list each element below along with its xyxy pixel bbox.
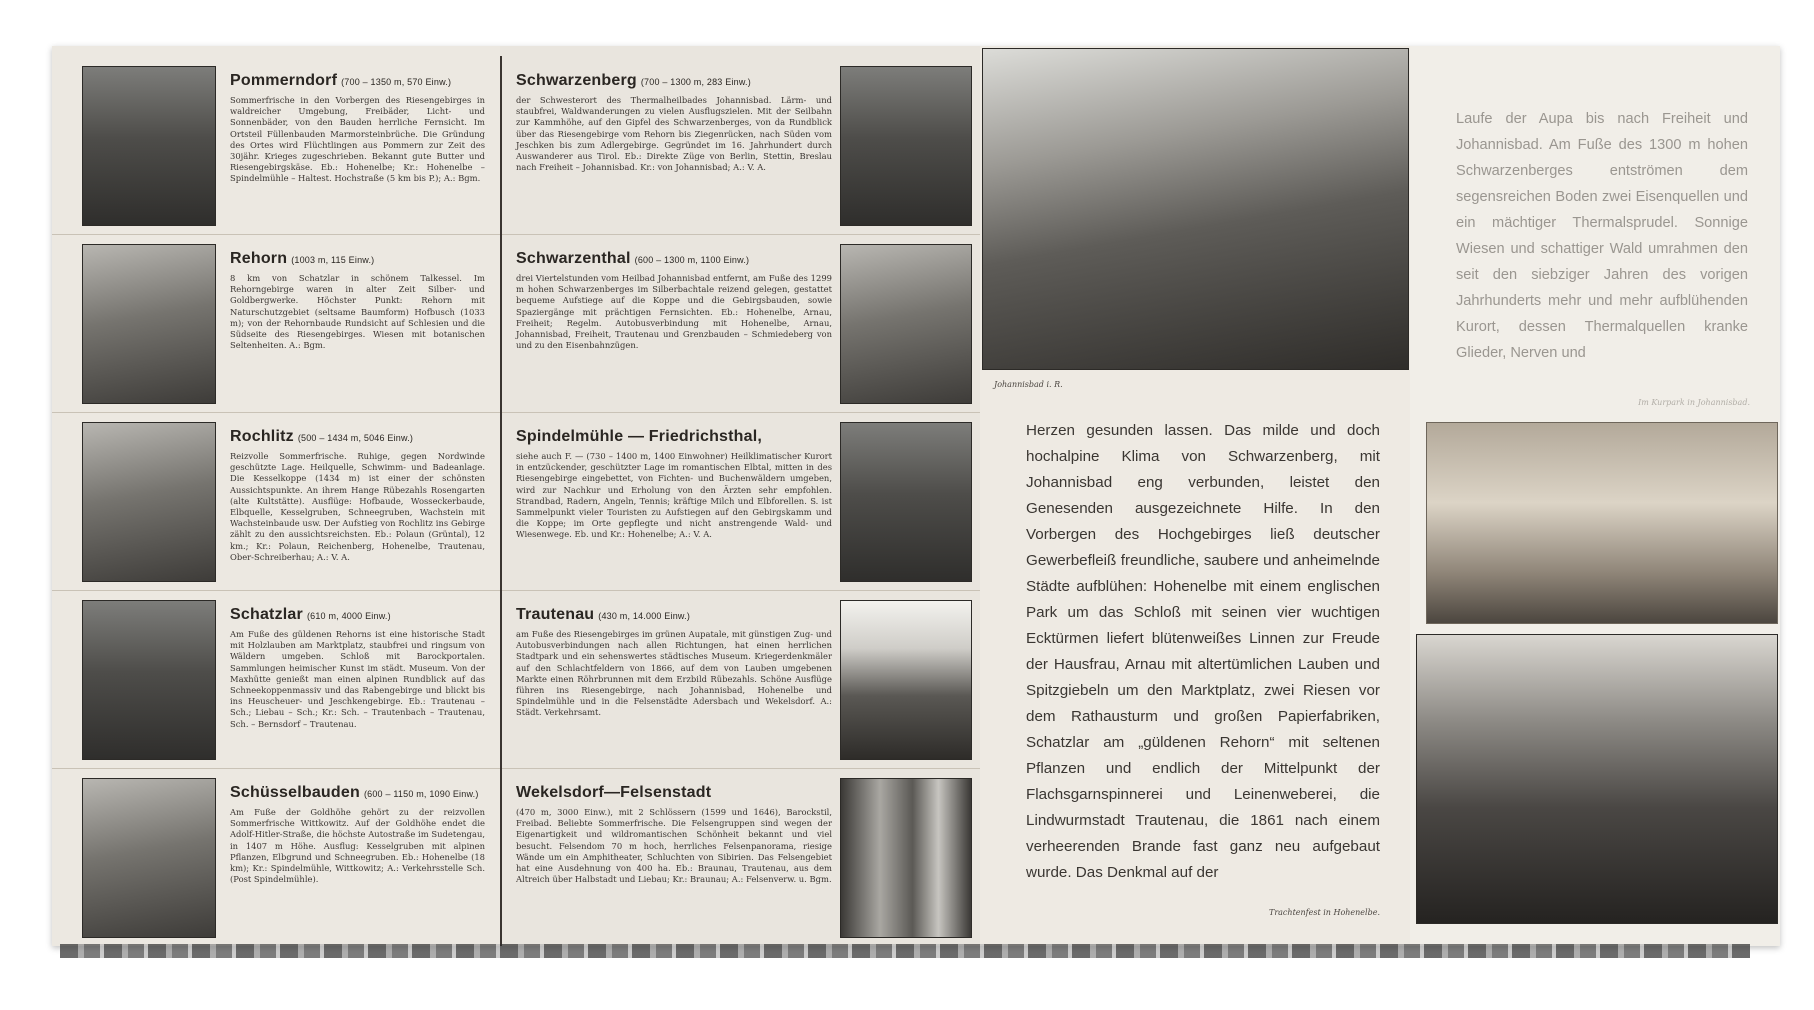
entry-schwarzenberg (500, 56, 982, 235)
entry-meta: (1003 m, 115 Einw.) (291, 255, 375, 265)
underlying-booklet-edge (60, 944, 1750, 958)
entry-body: 8 km von Schatzlar in schönem Talkessel. Im Rehorngebirge waren in alter Zeit Silber- und Goldbergwerke. Höchster Punkt: Rehorn mit Naturschutzgebiet (seltsame Baumform) Hofbusch (1033 m); von der Rehornbaude Rundsicht auf Schlesien und die Südseite des Riesengebirges. Wiesen mit botanischen Seltenheiten. A.: Bgm. (230, 273, 485, 351)
entry-title: Schwarzenberg (700 – 1300 m, 283 Einw.) (516, 72, 751, 89)
entry-title: Pommerndorf (700 – 1350 m, 570 Einw.) (230, 72, 452, 89)
entry-trautenau (500, 590, 982, 769)
entry-body: der Schwesterort des Thermalheilbades Johannisbad. Lärm- und staubfrei, Waldwanderungen zu vielen Ausflugszielen. Mit der Seilbahn zur Kammhöhe, auf den Gipfel des Schwarzenberges, von da Rundblick über das Riesengebirge vom Rehorn bis Ziegenrücken, nach Süden vom Jeschken bis zum Adlergebirge. Gegründet im 16. Jahrhundert durch Auswanderer aus Tirol. Eb.: Direkte Züge von Berlin, Stettin, Breslau nach Freiheit – Johannisbad. Kr.: von Johannisbad; A.: V. A. (516, 95, 832, 173)
page-3 (980, 46, 1410, 946)
photo-schatzlar (82, 600, 216, 760)
photo-caption-kurpark: Im Kurpark in Johannisbad. (1638, 398, 1750, 407)
entry-body: Reizvolle Sommerfrische. Ruhige, gegen Nordwinde geschützte Lage. Heilquelle, Schwimm- und Badeanlage. Die Kesselkoppe (1434 m) ist einer der schönsten Aussichtspunkte. An ihrem Hange Rübezahls Rosengarten (alte Kultstätte). Ausflüge: Hofbaude, Wosseckerbaude, Elbquelle, Kesselgruben, Schneegruben, Wachstein mit Wachsteinbaude usw. Der Aufstieg von Rochlitz ins Gebirge zählt zu den aussichtsreichsten. Eb.: Polaun (Grüntal), 12 km.; Kr.: Polaun, Reichenberg, Hohenelbe, Trautenau, Ober-Schreiberhau; A.: V. A. (230, 451, 485, 562)
entry-body: Am Fuße des güldenen Rehorns ist eine historische Stadt mit Holzlauben am Marktplatz, staubfrei und ringsum von Wäldern umgeben. Schloß mit Barockportalen. Sammlungen heimischer Kunst im städt. Museum. Von der Maxhütte genießt man einen alpinen Rundblick auf das Schneekoppenmassiv und das Rabengebirge und blickt bis ins Heuscheuer- und Jeschkengebirge. Eb.: Trautenau – Sch.; Liebau – Sch.; Kr.: Sch. – Trautenbach – Trautenau, Sch. – Bernsdorf – Trautenau. (230, 629, 485, 729)
entry-title: Rehorn (1003 m, 115 Einw.) (230, 250, 375, 267)
entry-body: am Fuße des Riesengebirges im grünen Aupatale, mit günstigen Zug- und Autobusverbindungen nach allen Richtungen, hat einen herrlichen Stadtpark und ein sehenswertes städtisches Museum. Kriegerdenkmäler auf den Schlachtfeldern von 1866, auf dem von Lauben umgebenen Markte einen Röhrbrunnen mit dem Erzbild Rübezahls. Schöne Ausflüge führen ins Riesengebirge, nach Johannisbad, Hohenelbe und Spindelmühle und in die Felsenstädte Adersbach und Wekelsdorf. A.: Städt. Verkehrsamt. (516, 629, 832, 718)
entry-schatzlar (52, 590, 502, 769)
entry-meta: (700 – 1350 m, 570 Einw.) (341, 77, 452, 87)
entry-title: Schatzlar (610 m, 4000 Einw.) (230, 606, 391, 623)
entry-meta: (600 – 1300 m, 1100 Einw.) (634, 255, 750, 265)
entry-meta: (700 – 1300 m, 283 Einw.) (640, 77, 751, 87)
entry-rochlitz (52, 412, 502, 591)
entry-title: Spindelmühle — Friedrichsthal, (516, 428, 763, 445)
photo-schwarzenberg (840, 66, 972, 226)
photo-spindelmuehle (840, 422, 972, 582)
photo-schwarzenthal (840, 244, 972, 404)
photo-caption-trachtenfest: Trachtenfest in Hohenelbe. (1269, 908, 1380, 917)
entry-body: siehe auch F. — (730 – 1400 m, 1400 Einwohner) Heilklimatischer Kurort in entzückender, geschützter Lage im romantischen Elbtal, mitten in des Riesengebirge eingebettet, von Fichten- und Buchenwäldern umgeben, wird zur Nachkur und Erholung von den Ärzten sehr empfohlen. Strandbad, Radern, Angeln, Tennis; kräftige Milch und Elbforellen. S. ist Sammelpunkt vieler Touristen zu Aufstiegen auf den Gebirgskamm und die Koppe; im Orte gepflegte und nicht anstrengende Wald- und Wiesenwege. Eb. und Kr.: Hohenelbe; A.: V. A. (516, 451, 832, 540)
photo-trautenau (840, 600, 972, 760)
entry-title: Rochlitz (500 – 1434 m, 5046 Einw.) (230, 428, 414, 445)
entry-meta: (600 – 1150 m, 1090 Einw.) (363, 789, 479, 799)
brochure-spread (52, 46, 1780, 946)
photo-johannisbad-landscape (982, 48, 1409, 370)
entry-meta: (610 m, 4000 Einw.) (306, 611, 391, 621)
page-2 (500, 46, 980, 946)
prose-page-3: Herzen gesunden lassen. Das milde und doch hochalpine Klima von Schwarzenberg, mit Johannisbad eng verbunden, leistet den Genesenden ausgezeichnete Hilfe. In den Vorbergen des Hochgebirges ließ deutscher Gewerbefleiß freundliche, saubere und anheimelnde Städte aufblühen: Hohenelbe mit einem englischen Park um das Schloß mit seinen vier wuchtigen Ecktürmen liefert blütenweißes Linnen zur Freude der Hausfrau, Arnau mit altertümlichen Lauben und Spitzgiebeln um den Marktplatz, zwei Riesen vor dem Rathausturm und großen Papierfabriken, Schatzlar am „güldenen Rehorn“ mit seltenen Pflanzen und endlich der Mittelpunkt der Flachsgarnspinnerei und Leinenweberei, die Lindwurmstadt Trautenau, die 1861 nach einem verheerenden Brande fast ganz neu aufgebaut wurde. Das Denkmal auf der (1026, 422, 1380, 881)
entry-schuesselbauden (52, 768, 502, 946)
entry-schwarzenthal (500, 234, 982, 413)
photo-rochlitz (82, 422, 216, 582)
entry-title: Trautenau (430 m, 14.000 Einw.) (516, 606, 691, 623)
entry-body: Am Fuße der Goldhöhe gehört zu der reizvollen Sommerfrische Wittkowitz. Auf der Goldhöhe endet die Adolf-Hitler-Straße, die höchste Autostraße im Sudetengau, in 1407 m Höhe. Ausflug: Kesselgruben mit alpinen Pflanzen, Elbgrund und Schneegruben. Eb.: Hohenelbe (18 km); Kr.: Spindelmühle, Wittkowitz; A.: Verkehrsstelle Sch. (Post Spindelmühle). (230, 807, 485, 885)
page-1 (52, 46, 501, 946)
entry-rehorn (52, 234, 502, 413)
photo-kurpark (1426, 422, 1778, 624)
entry-body: Sommerfrische in den Vorbergen des Riesengebirges in waldreicher Umgebung, Freibäder, Licht- und Sonnenbäder, von den Bauden herrliche Fernsicht. Im Ortsteil Füllenbauden Marmorsteinbrüche. Die Gründung des Ortes wird Flüchtlingen aus Pommern zur Zeit des 30jähr. Krieges zugeschrieben. Bekannt gute Butter und Riesengebirgskäse. Eb.: Hohenelbe; Kr.: Hohenelbe – Spindelmühle – Haltest. Hochstraße (5 km bis P.); A.: Bgm. (230, 95, 485, 184)
photo-caption-johannisbad: Johannisbad i. R. (994, 380, 1063, 389)
photo-trachtenfest (1416, 634, 1778, 924)
entry-body: drei Viertelstunden vom Heilbad Johannisbad entfernt, am Fuße des 1299 m hohen Schwarzenberges im Silberbachtale reizend gelegen, gestattet bequeme Aufstiege auf die Koppe und die Gebirgsbauden, sowie Spaziergänge mit prächtigen Fernsichten. Eb.: Hohenelbe, Arnau, Freiheit; Regelm. Autobusverbindung mit Hohenelbe, Arnau, Johannisbad, Freiheit, Trautenau und Grenzbauden – Schmiedeberg von und zu den Eisenbahnzügen. (516, 273, 832, 351)
prose-page-4: Laufe der Aupa bis nach Freiheit und Johannisbad. Am Fuße des 1300 m hohen Schwarzenberges entströmen dem segensreichen Boden zwei Eisenquellen und ein mächtiger Thermalsprudel. Sonnige Wiesen und schattiger Wald umrahmen den seit den siebziger Jahren des vorigen Jahrhunderts mehr und mehr aufblühenden Kurort, dessen Thermalquellen kranke Glieder, Nerven und (1456, 111, 1748, 361)
entry-body: (470 m, 3000 Einw.), mit 2 Schlössern (1599 und 1646), Barockstil, Freibad. Beliebte Sommerfrische. Die Felsengruppen sind wegen der Eigenartigkeit und wildromantischen Schönheit bekannt und viel besucht. Felsendom 70 m hoch, herrliches Felsenpanorama, riesige Wände um ein Amphitheater, Schluchten von Sibirien. Das Felsengebiet hat eine Ausdehnung von 400 ha. Eb.: Braunau, Trautenau, aus dem Altreich über Halbstadt und Liebau; Kr.: Braunau; A.: Felsenverw. u. Bgm. (516, 807, 832, 885)
entry-meta: (500 – 1434 m, 5046 Einw.) (297, 433, 414, 443)
photo-rehorn (82, 244, 216, 404)
photo-pommerndorf (82, 66, 216, 226)
entry-meta: (430 m, 14.000 Einw.) (598, 611, 691, 621)
photo-wekelsdorf (840, 778, 972, 938)
photo-schuesselbauden (82, 778, 216, 938)
page-4 (1410, 46, 1780, 946)
entry-spindelmuehle (500, 412, 982, 591)
entry-pommerndorf (52, 56, 502, 235)
entry-title: Schüsselbauden (600 – 1150 m, 1090 Einw.) (230, 784, 479, 801)
entry-title: Schwarzenthal (600 – 1300 m, 1100 Einw.) (516, 250, 750, 267)
entry-title: Wekelsdorf—Felsenstadt (516, 784, 712, 801)
entry-wekelsdorf (500, 768, 982, 946)
